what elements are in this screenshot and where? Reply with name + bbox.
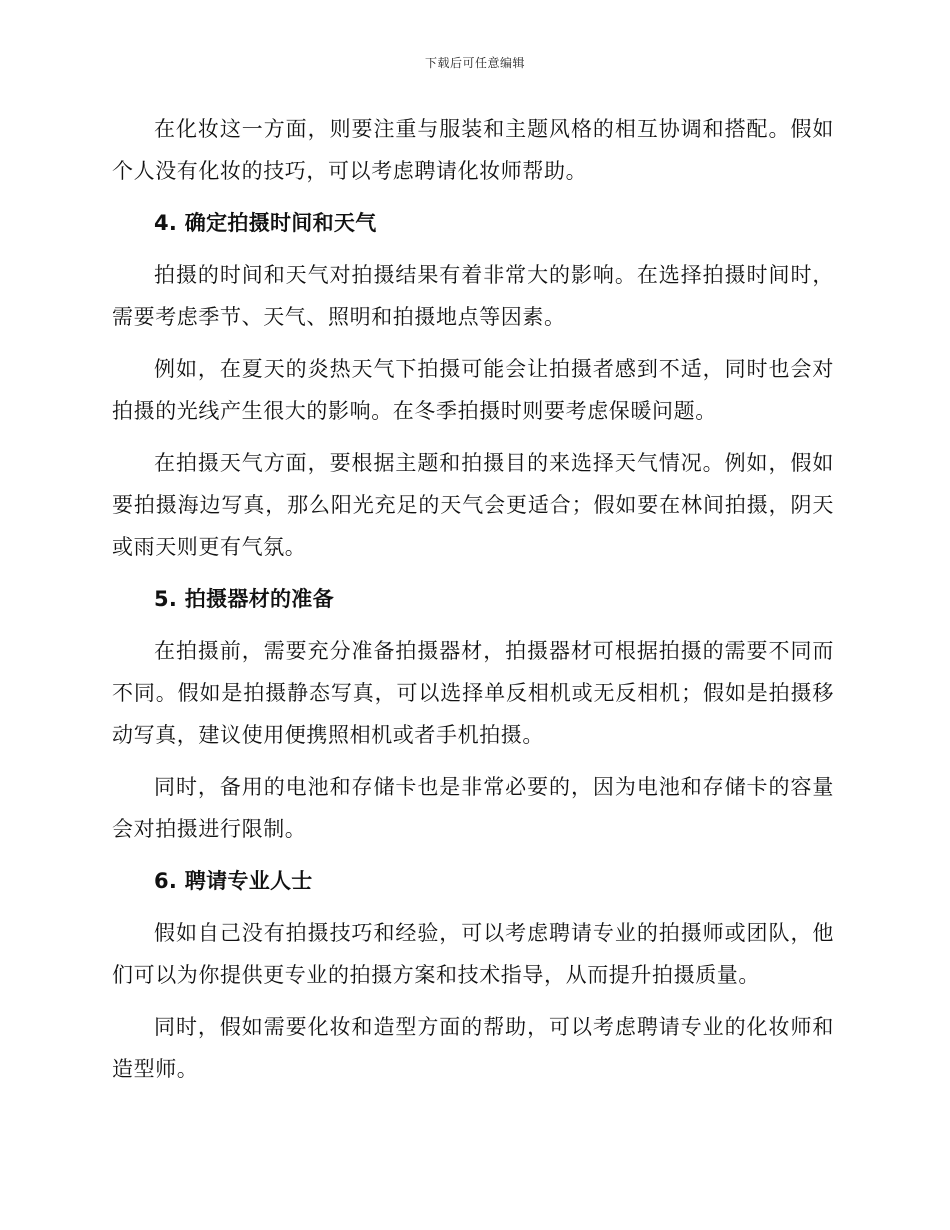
paragraph-battery: 同时，备用的电池和存储卡也是非常必要的，因为电池和存储卡的容量会对拍摄进行限制。: [112, 775, 834, 841]
paragraph-professional: 假如自己没有拍摄技巧和经验，可以考虑聘请专业的拍摄师或团队，他们可以为你提供更专业的拍摄方案和技术指导，从而提升拍摄质量。: [112, 921, 834, 987]
page-header: 下载后可任意编辑: [424, 56, 525, 70]
paragraph-makeup: 在化妆这一方面，则要注重与服装和主题风格的相互协调和搭配。假如个人没有化妆的技巧，可以考虑聘请化妆师帮助。: [112, 117, 834, 183]
section-heading-6: 6. 聘请专业人士: [154, 869, 313, 893]
paragraph-time-weather: 拍摄的时间和天气对拍摄结果有着非常大的影响。在选择拍摄时间时，需要考虑季节、天气、照明和拍摄地点等因素。: [112, 263, 834, 329]
section-heading-4: 4. 确定拍摄时间和天气: [154, 211, 377, 235]
paragraph-equipment: 在拍摄前，需要充分准备拍摄器材，拍摄器材可根据拍摄的需要不同而不同。假如是拍摄静态写真，可以选择单反相机或无反相机；假如是拍摄移动写真，建议使用便携照相机或者手机拍摄。: [112, 639, 834, 747]
paragraph-weather-choice: 在拍摄天气方面，要根据主题和拍摄目的来选择天气情况。例如，假如要拍摄海边写真，那么阳光充足的天气会更适合；假如要在林间拍摄，阴天或雨天则更有气氛。: [112, 451, 834, 559]
paragraph-summer-winter: 例如，在夏天的炎热天气下拍摄可能会让拍摄者感到不适，同时也会对拍摄的光线产生很大的影响。在冬季拍摄时则要考虑保暖问题。: [112, 357, 834, 423]
paragraph-stylist: 同时，假如需要化妆和造型方面的帮助，可以考虑聘请专业的化妆师和造型师。: [112, 1015, 834, 1081]
section-heading-5: 5. 拍摄器材的准备: [154, 587, 334, 611]
document-body: [112, 108, 834, 1100]
